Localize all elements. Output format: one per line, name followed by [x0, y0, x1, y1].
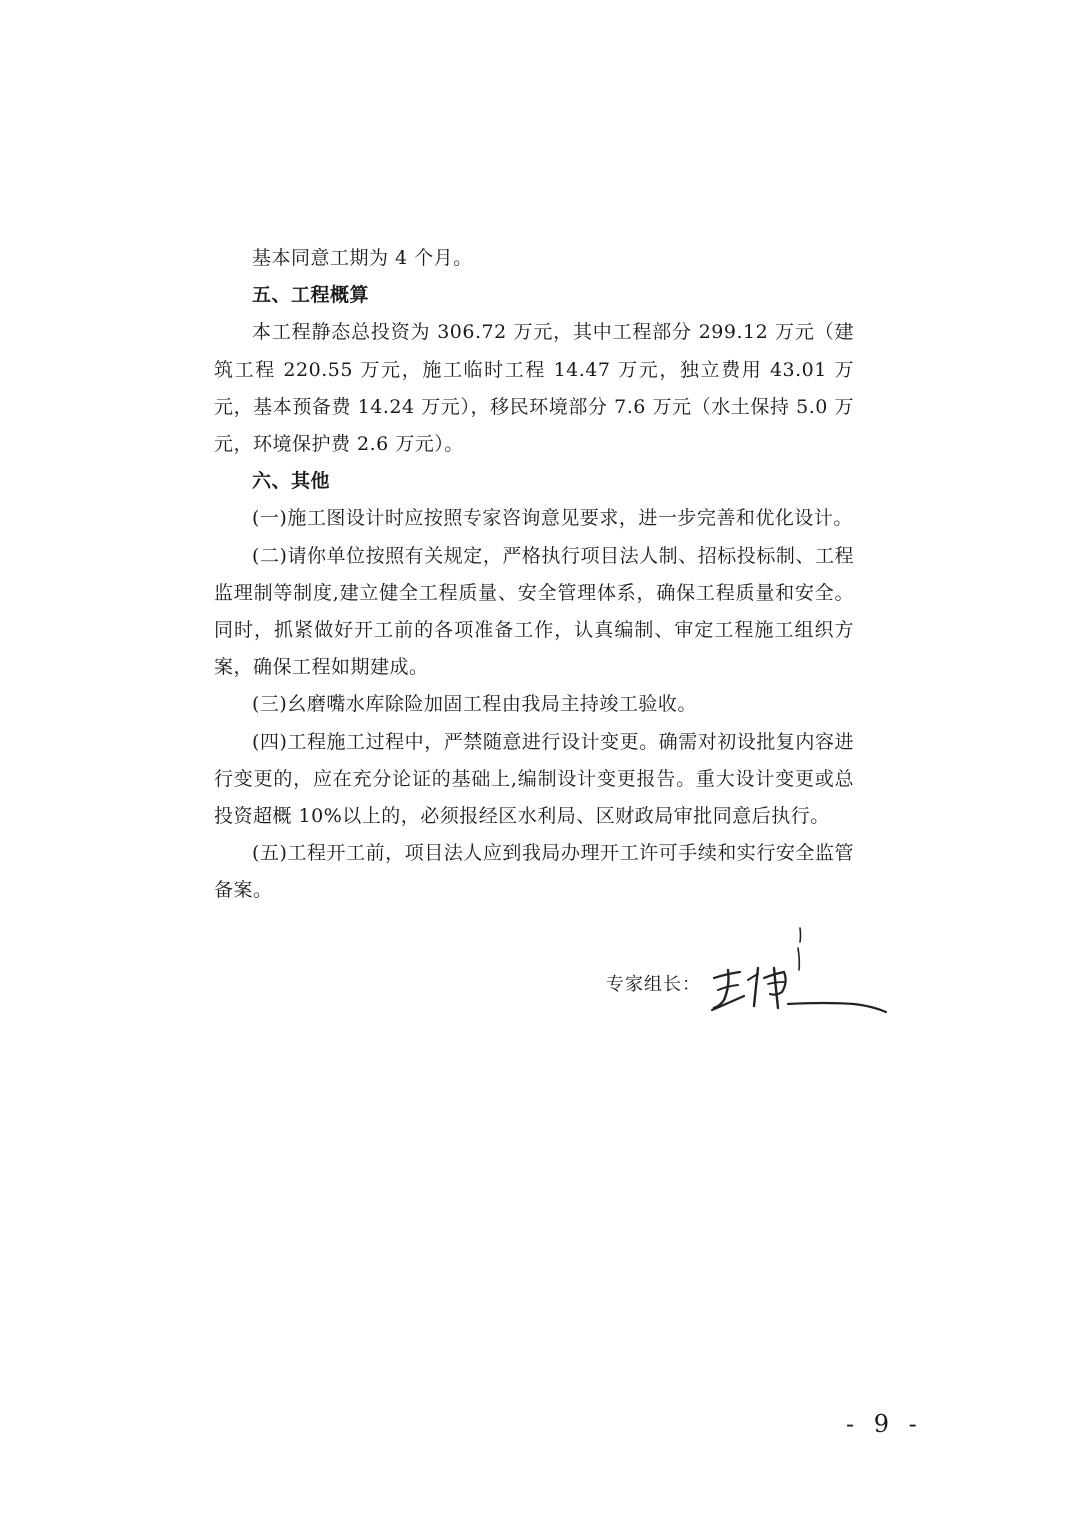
paragraph-item-4: (四)工程施工过程中，严禁随意进行设计变更。确需对初设批复内容进行变更的，应在充分论证的基础上,编制设计变更报告。重大设计变更或总投资超概 10%以上的，必须报经区水利局、区财政局审批同意后执行。: [214, 730, 854, 828]
paragraph-item-3: (三)幺磨嘴水库除险加固工程由我局主持竣工验收。: [252, 693, 697, 716]
document-body: [214, 240, 854, 910]
paragraph-item-5: (五)工程开工前，项目法人应到我局办理开工许可手续和实行安全监管备案。: [214, 842, 854, 902]
paragraph-item-2: (二)请你单位按照有关规定，严格执行项目法人制、招标投标制、工程监理制等制度,建立健全工程质量、安全管理体系，确保工程质量和安全。同时，抓紧做好开工前的各项准备工作，认真编制、审定工程施工组织方案，确保工程如期建成。: [214, 544, 854, 679]
page-number: - 9 -: [846, 1410, 923, 1438]
paragraph-budget: 本工程静态总投资为 306.72 万元，其中工程部分 299.12 万元（建筑工程 220.55 万元，施工临时工程 14.47 万元，独立费用 43.01 万元，基本预备费 14.24 万元），移民环境部分 7.6 万元（水土保持 5.0 万元，环境保护费 2.6 万元）。: [214, 321, 854, 456]
paragraph-item-1: (一)施工图设计时应按照专家咨询意见要求，进一步完善和优化设计。: [252, 507, 853, 530]
signature-block: [606, 920, 906, 1030]
paragraph-duration: 基本同意工期为 4 个月。: [252, 247, 473, 269]
section-heading-budget: 五、工程概算: [252, 284, 370, 307]
section-heading-other: 六、其他: [252, 470, 331, 493]
signature-label: 专家组长：: [606, 974, 701, 995]
handwritten-signature: [704, 920, 894, 1030]
